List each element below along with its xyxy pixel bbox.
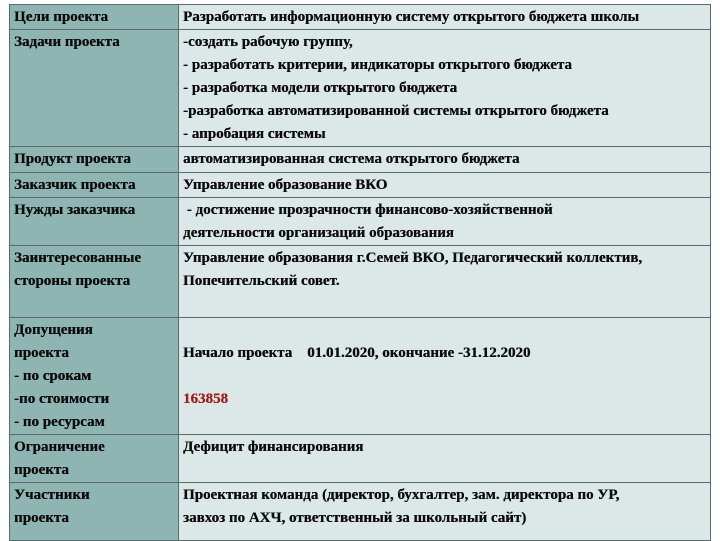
project-budget-value: 163858 <box>183 391 228 407</box>
label-line: Заинтересованные <box>14 250 141 266</box>
value-line: - разработать критерии, индикаторы открытого бюджета <box>183 57 572 73</box>
value-line: - разработка модели открытого бюджета <box>183 80 458 96</box>
label-line: стороны проекта <box>14 273 131 289</box>
value-line: Дефицит финансирования <box>183 439 364 455</box>
value-line: деятельности организаций образования <box>183 225 454 241</box>
row-label-stakeholders <box>10 246 179 318</box>
table-row <box>10 173 711 198</box>
value-line: Попечительский совет. <box>183 273 340 289</box>
label-line: Ограничение <box>14 439 105 455</box>
value-line: Управление образования г.Семей ВКО, Педагогический коллектив, <box>183 250 643 266</box>
value-line: - апробация системы <box>183 126 326 142</box>
value-line: Управление образование ВКО <box>183 177 388 193</box>
project-charter-table <box>9 4 711 541</box>
row-value-participants <box>179 483 711 541</box>
project-table-container <box>9 4 711 536</box>
project-timeline: Начало проекта 01.01.2020, окончание -31.12.2020 <box>183 345 531 361</box>
value-line: -создать рабочую группу, <box>183 34 353 50</box>
row-label-participants <box>10 483 179 541</box>
value-line: Проектная команда (директор, бухгалтер, зам. директора по УР, <box>183 487 620 503</box>
value-line: автоматизированная система открытого бюджета <box>183 151 520 167</box>
row-label-assumptions <box>10 318 179 435</box>
row-label-customer-needs <box>10 198 179 246</box>
row-value-goals <box>179 5 711 30</box>
table-row <box>10 435 711 483</box>
label-line: -по стоимости <box>14 391 110 407</box>
row-value-assumptions <box>179 318 711 435</box>
label-line: проекта <box>14 345 69 361</box>
label-line: Допущения <box>14 322 93 338</box>
label-line: - по ресурсам <box>14 414 105 430</box>
table-row <box>10 483 711 541</box>
row-label-goals <box>10 5 179 30</box>
label-line: проекта <box>14 510 69 526</box>
table-row <box>10 318 711 435</box>
row-value-customer-needs <box>179 198 711 246</box>
row-label-customer <box>10 173 179 198</box>
spacer <box>183 365 706 388</box>
row-label-constraints <box>10 435 179 483</box>
value-line: Разработать информационную систему открытого бюджета школы <box>183 9 640 25</box>
row-value-constraints <box>179 435 711 483</box>
label-line: Заказчик проекта <box>14 177 136 193</box>
row-value-tasks <box>179 30 711 147</box>
label-line: Цели проекта <box>14 9 108 25</box>
row-value-product <box>179 147 711 173</box>
row-value-stakeholders <box>179 246 711 318</box>
label-line: Участники <box>14 487 90 503</box>
row-value-customer <box>179 173 711 198</box>
table-row <box>10 147 711 173</box>
table-row <box>10 246 711 318</box>
label-line: проекта <box>14 462 69 478</box>
table-row <box>10 198 711 246</box>
row-label-tasks <box>10 30 179 147</box>
value-line: -разработка автоматизированной системы открытого бюджета <box>183 103 609 119</box>
table-row <box>10 5 711 30</box>
label-line: Задачи проекта <box>14 34 120 50</box>
row-label-product <box>10 147 179 173</box>
label-line: Продукт проекта <box>14 151 131 167</box>
label-line: - по срокам <box>14 368 92 384</box>
spacer <box>183 319 706 342</box>
value-line: - достижение прозрачности финансово-хозяйственной <box>183 202 553 218</box>
value-line: завхоз по АХЧ, ответственный за школьный сайт) <box>183 510 527 526</box>
label-line: Нужды заказчика <box>14 202 136 218</box>
table-row <box>10 30 711 147</box>
